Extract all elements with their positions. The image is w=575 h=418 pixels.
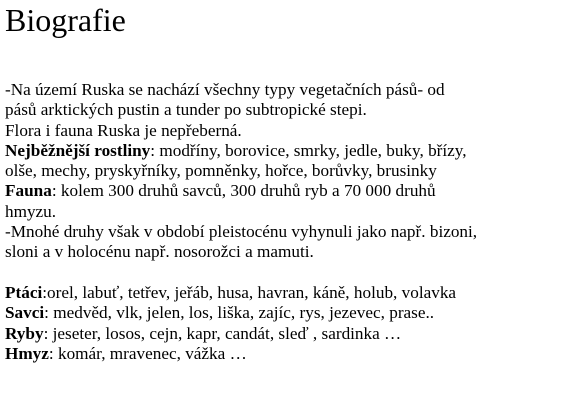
birds-label: Ptáci (5, 282, 43, 302)
plants-text: : modříny, borovice, smrky, jedle, buky, břízy, (150, 140, 467, 160)
fish-line (5, 324, 570, 344)
mammals-line (5, 303, 570, 323)
birds-line (5, 283, 570, 303)
fish-label: Ryby (5, 323, 44, 343)
document-body (5, 80, 570, 364)
insects-label: Hmyz (5, 343, 49, 363)
fauna-line (5, 181, 570, 201)
extinct-line-2: sloni a v holocénu např. nosorožci a mamuti. (5, 242, 314, 262)
page-title: Biografie (5, 2, 126, 38)
fauna-continuation-line: hmyzu. (5, 201, 57, 221)
insects-line (5, 344, 570, 364)
mammals-label: Savci (5, 303, 45, 323)
paragraph-gap (5, 263, 570, 283)
plants-line (5, 141, 570, 161)
flora-fauna-line: Flora i fauna Ruska je nepřeberná. (5, 120, 242, 140)
fish-text: : jeseter, losos, cejn, kapr, candát, sleď , sardinka … (43, 323, 402, 343)
fauna-text: : kolem 300 druhů savců, 300 druhů ryb a 70 000 druhů (51, 181, 436, 201)
plants-continuation-line: olše, mechy, pryskyřníky, pomněnky, hořce, borůvky, brusinky (5, 161, 437, 181)
plants-label: Nejběžnější rostliny (5, 140, 151, 160)
extinct-line-1: -Mnohé druhy však v období pleistocénu vyhynuli jako např. bizoni, (5, 222, 478, 242)
mammals-text: : medvěd, vlk, jelen, los, liška, zajíc, rys, jezevec, prase.. (44, 303, 435, 323)
fauna-label: Fauna (5, 181, 52, 201)
insects-text: : komár, mravenec, vážka … (48, 343, 247, 363)
intro-line-1: -Na území Ruska se nachází všechny typy vegetačních pásů- od (5, 80, 445, 99)
intro-line-2: pásů arktických pustin a tunder po subtropické stepi. (5, 100, 367, 120)
birds-text: :orel, labuť, tetřev, jeřáb, husa, havran, káně, holub, volavka (42, 282, 457, 302)
